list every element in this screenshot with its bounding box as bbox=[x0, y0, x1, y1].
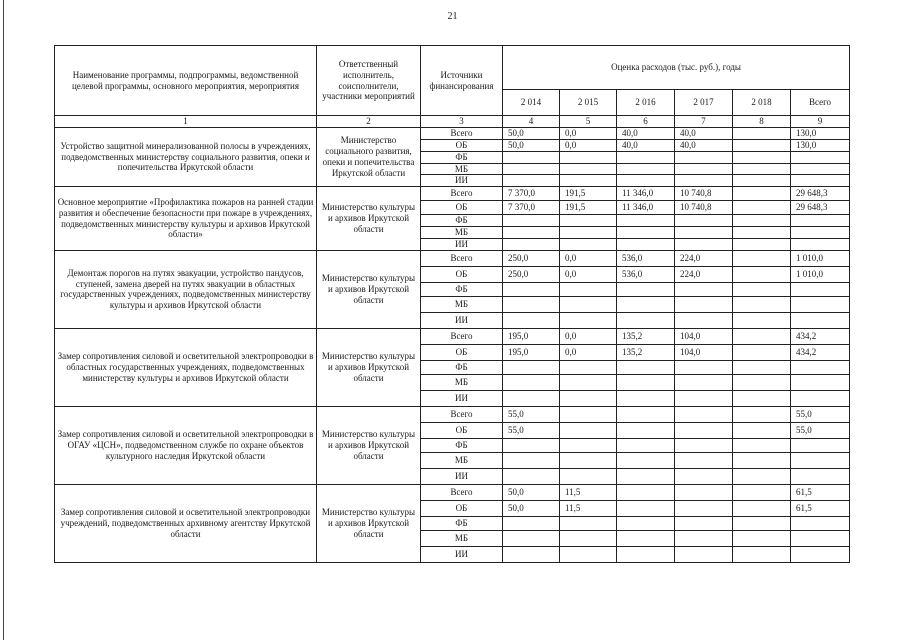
funding-source: ФБ bbox=[421, 438, 503, 452]
year-value bbox=[560, 175, 617, 187]
funding-source: ИИ bbox=[421, 175, 503, 187]
funding-source: Всего bbox=[421, 250, 503, 266]
year-value bbox=[733, 239, 791, 251]
year-value: 55,0 bbox=[503, 422, 560, 438]
year-value bbox=[733, 215, 791, 227]
total-value bbox=[791, 546, 850, 562]
funding-source: ОБ bbox=[421, 139, 503, 151]
funding-source: Всего bbox=[421, 328, 503, 344]
total-value bbox=[791, 215, 850, 227]
year-value bbox=[733, 406, 791, 422]
year-value bbox=[560, 282, 617, 296]
year-value bbox=[675, 530, 733, 546]
header-year: 2 016 bbox=[617, 90, 675, 116]
year-value bbox=[503, 390, 560, 406]
total-value: 130,0 bbox=[791, 127, 850, 139]
total-value bbox=[791, 438, 850, 452]
funding-source: ИИ bbox=[421, 390, 503, 406]
year-value bbox=[617, 422, 675, 438]
column-number: 1 bbox=[55, 116, 317, 128]
year-value bbox=[560, 239, 617, 251]
year-value bbox=[675, 516, 733, 530]
year-value bbox=[503, 546, 560, 562]
year-value bbox=[617, 406, 675, 422]
total-value bbox=[791, 360, 850, 374]
year-value bbox=[675, 546, 733, 562]
year-value bbox=[617, 516, 675, 530]
year-value bbox=[617, 546, 675, 562]
header-name: Наименование программы, подпрограммы, ведомственной целевой программы, основного мероприятия, мероприятия bbox=[55, 46, 317, 116]
year-value bbox=[733, 530, 791, 546]
year-value bbox=[675, 312, 733, 328]
funding-source: Всего bbox=[421, 127, 503, 139]
total-value bbox=[791, 151, 850, 163]
year-value bbox=[733, 422, 791, 438]
year-value: 195,0 bbox=[503, 344, 560, 360]
year-value: 104,0 bbox=[675, 328, 733, 344]
responsible-executor: Министерство культуры и архивов Иркутской области bbox=[317, 328, 421, 406]
year-value bbox=[560, 151, 617, 163]
year-value bbox=[617, 390, 675, 406]
year-value: 40,0 bbox=[617, 139, 675, 151]
year-value bbox=[560, 422, 617, 438]
year-value bbox=[503, 360, 560, 374]
funding-source: ФБ bbox=[421, 516, 503, 530]
total-value: 55,0 bbox=[791, 422, 850, 438]
year-value: 191,5 bbox=[560, 201, 617, 215]
year-value: 50,0 bbox=[503, 127, 560, 139]
year-value bbox=[560, 374, 617, 390]
year-value bbox=[560, 360, 617, 374]
year-value bbox=[675, 406, 733, 422]
year-value: 536,0 bbox=[617, 250, 675, 266]
year-value: 104,0 bbox=[675, 344, 733, 360]
year-value: 10 740,8 bbox=[675, 201, 733, 215]
year-value bbox=[560, 516, 617, 530]
total-value bbox=[791, 239, 850, 251]
year-value bbox=[503, 468, 560, 484]
total-value bbox=[791, 390, 850, 406]
year-value bbox=[503, 215, 560, 227]
year-value bbox=[503, 452, 560, 468]
year-value bbox=[675, 360, 733, 374]
year-value bbox=[675, 215, 733, 227]
year-value bbox=[733, 328, 791, 344]
total-value: 1 010,0 bbox=[791, 266, 850, 282]
year-value bbox=[617, 282, 675, 296]
total-value: 1 010,0 bbox=[791, 250, 850, 266]
funding-source: ФБ bbox=[421, 282, 503, 296]
funding-source: МБ bbox=[421, 163, 503, 175]
year-value: 195,0 bbox=[503, 328, 560, 344]
total-value bbox=[791, 296, 850, 312]
year-value bbox=[675, 484, 733, 500]
responsible-executor: Министерство культуры и архивов Иркутской области bbox=[317, 187, 421, 251]
year-value bbox=[617, 215, 675, 227]
table-row bbox=[55, 127, 850, 139]
year-value bbox=[560, 163, 617, 175]
year-value bbox=[733, 227, 791, 239]
column-number: 8 bbox=[733, 116, 791, 128]
year-value bbox=[733, 266, 791, 282]
funding-source: МБ bbox=[421, 374, 503, 390]
funding-source: ИИ bbox=[421, 468, 503, 484]
year-value bbox=[617, 175, 675, 187]
year-value: 11 346,0 bbox=[617, 201, 675, 215]
year-value bbox=[617, 452, 675, 468]
funding-source: ИИ bbox=[421, 312, 503, 328]
year-value: 40,0 bbox=[675, 127, 733, 139]
year-value bbox=[617, 227, 675, 239]
year-value: 0,0 bbox=[560, 127, 617, 139]
budget-table bbox=[54, 45, 850, 563]
year-value bbox=[733, 516, 791, 530]
total-value: 55,0 bbox=[791, 406, 850, 422]
year-value bbox=[675, 468, 733, 484]
year-value bbox=[675, 374, 733, 390]
year-value: 50,0 bbox=[503, 484, 560, 500]
year-value: 135,2 bbox=[617, 344, 675, 360]
measure-name: Замер сопротивления силовой и осветительной электропроводки в ОГАУ «ЦСН», подведомственном службе по охране объектов культурного наследия Иркутской области bbox=[55, 406, 317, 484]
header-year: 2 017 bbox=[675, 90, 733, 116]
table-row bbox=[55, 250, 850, 266]
year-value: 50,0 bbox=[503, 500, 560, 516]
year-value: 40,0 bbox=[675, 139, 733, 151]
total-value bbox=[791, 175, 850, 187]
year-value bbox=[503, 151, 560, 163]
year-value bbox=[733, 312, 791, 328]
year-value bbox=[617, 530, 675, 546]
year-value bbox=[560, 296, 617, 312]
funding-source: ОБ bbox=[421, 422, 503, 438]
year-value bbox=[617, 438, 675, 452]
total-value bbox=[791, 312, 850, 328]
year-value: 0,0 bbox=[560, 250, 617, 266]
total-value: 29 648,3 bbox=[791, 187, 850, 201]
year-value: 11,5 bbox=[560, 484, 617, 500]
year-value bbox=[733, 282, 791, 296]
header-row-top bbox=[55, 46, 850, 90]
table-row bbox=[55, 328, 850, 344]
funding-source: Всего bbox=[421, 406, 503, 422]
total-value bbox=[791, 530, 850, 546]
total-value: 29 648,3 bbox=[791, 201, 850, 215]
measure-name: Основное мероприятие «Профилактика пожаров на ранней стадии развития и обеспечение безопасности при пожаре в учреждениях, подведомственных министерству культуры и архивов Иркутской области» bbox=[55, 187, 317, 251]
responsible-executor: Министерство культуры и архивов Иркутской области bbox=[317, 406, 421, 484]
total-value: 61,5 bbox=[791, 484, 850, 500]
year-value bbox=[675, 390, 733, 406]
year-value bbox=[503, 163, 560, 175]
year-value: 250,0 bbox=[503, 250, 560, 266]
year-value: 250,0 bbox=[503, 266, 560, 282]
year-value: 536,0 bbox=[617, 266, 675, 282]
year-value bbox=[733, 500, 791, 516]
header-responsible: Ответственный исполнитель, соисполнители, участники мероприятий bbox=[317, 46, 421, 116]
responsible-executor: Министерство культуры и архивов Иркутской области bbox=[317, 484, 421, 562]
year-value bbox=[675, 422, 733, 438]
year-value bbox=[617, 500, 675, 516]
column-number: 6 bbox=[617, 116, 675, 128]
total-value: 434,2 bbox=[791, 328, 850, 344]
year-value bbox=[617, 360, 675, 374]
funding-source: Всего bbox=[421, 187, 503, 201]
year-value bbox=[617, 163, 675, 175]
column-number: 3 bbox=[421, 116, 503, 128]
year-value bbox=[733, 452, 791, 468]
total-value bbox=[791, 516, 850, 530]
year-value bbox=[675, 438, 733, 452]
year-value: 11 346,0 bbox=[617, 187, 675, 201]
funding-source: ОБ bbox=[421, 201, 503, 215]
total-value bbox=[791, 452, 850, 468]
header-sources: Источники финансирования bbox=[421, 46, 503, 116]
year-value bbox=[733, 360, 791, 374]
year-value bbox=[560, 312, 617, 328]
year-value bbox=[503, 312, 560, 328]
page-edge-line bbox=[3, 0, 4, 640]
year-value bbox=[560, 406, 617, 422]
funding-source: МБ bbox=[421, 452, 503, 468]
funding-source: ИИ bbox=[421, 239, 503, 251]
year-value bbox=[560, 390, 617, 406]
year-value bbox=[675, 151, 733, 163]
funding-source: МБ bbox=[421, 296, 503, 312]
header-estimate: Оценка расходов (тыс. руб.), годы bbox=[503, 46, 850, 90]
column-number: 7 bbox=[675, 116, 733, 128]
funding-source: ИИ bbox=[421, 546, 503, 562]
year-value bbox=[733, 468, 791, 484]
year-value bbox=[733, 151, 791, 163]
year-value bbox=[503, 296, 560, 312]
measure-name: Замер сопротивления силовой и осветительной электропроводки в областных государственных учреждениях, подведомственных министерству культуры и архивов Иркутской области bbox=[55, 328, 317, 406]
year-value bbox=[617, 312, 675, 328]
header-year: 2 018 bbox=[733, 90, 791, 116]
year-value bbox=[733, 187, 791, 201]
table-row bbox=[55, 187, 850, 201]
year-value bbox=[733, 546, 791, 562]
year-value bbox=[675, 296, 733, 312]
year-value bbox=[675, 239, 733, 251]
year-value: 7 370,0 bbox=[503, 201, 560, 215]
year-value bbox=[733, 250, 791, 266]
year-value bbox=[675, 500, 733, 516]
header-year: 2 015 bbox=[560, 90, 617, 116]
year-value bbox=[503, 530, 560, 546]
year-value bbox=[617, 296, 675, 312]
year-value bbox=[560, 452, 617, 468]
column-number: 9 bbox=[791, 116, 850, 128]
year-value bbox=[675, 282, 733, 296]
funding-source: ОБ bbox=[421, 266, 503, 282]
year-value bbox=[560, 438, 617, 452]
year-value bbox=[560, 227, 617, 239]
year-value bbox=[675, 227, 733, 239]
year-value: 55,0 bbox=[503, 406, 560, 422]
responsible-executor: Министерство социального развития, опеки и попечительства Иркутской области bbox=[317, 127, 421, 186]
year-value: 0,0 bbox=[560, 266, 617, 282]
year-value bbox=[503, 516, 560, 530]
total-value: 61,5 bbox=[791, 500, 850, 516]
year-value bbox=[733, 484, 791, 500]
measure-name: Замер сопротивления силовой и осветительной электропроводки учреждений, подведомственных архивному агентству Иркутской области bbox=[55, 484, 317, 562]
funding-source: ФБ bbox=[421, 360, 503, 374]
total-value bbox=[791, 374, 850, 390]
year-value: 7 370,0 bbox=[503, 187, 560, 201]
year-value bbox=[733, 438, 791, 452]
table-body bbox=[55, 127, 850, 562]
year-value bbox=[503, 374, 560, 390]
year-value: 11,5 bbox=[560, 500, 617, 516]
total-value: 130,0 bbox=[791, 139, 850, 151]
year-value: 191,5 bbox=[560, 187, 617, 201]
column-number-row bbox=[55, 116, 850, 128]
responsible-executor: Министерство культуры и архивов Иркутской области bbox=[317, 250, 421, 328]
year-value bbox=[617, 468, 675, 484]
year-value: 135,2 bbox=[617, 328, 675, 344]
total-value bbox=[791, 163, 850, 175]
year-value bbox=[617, 374, 675, 390]
year-value bbox=[733, 163, 791, 175]
measure-name: Демонтаж порогов на путях эвакуации, устройство пандусов, ступеней, замена дверей на путях эвакуации в областных государственных учреждениях, подведомственных министерству культуры и архивов Иркутской области bbox=[55, 250, 317, 328]
year-value bbox=[733, 139, 791, 151]
year-value bbox=[675, 175, 733, 187]
year-value bbox=[560, 215, 617, 227]
column-number: 5 bbox=[560, 116, 617, 128]
year-value: 40,0 bbox=[617, 127, 675, 139]
funding-source: ОБ bbox=[421, 500, 503, 516]
table-row bbox=[55, 484, 850, 500]
year-value: 0,0 bbox=[560, 328, 617, 344]
total-value bbox=[791, 468, 850, 484]
year-value: 224,0 bbox=[675, 250, 733, 266]
year-value bbox=[617, 239, 675, 251]
measure-name: Устройство защитной минерализованной полосы в учреждениях, подведомственных министерству социального развития, опеки и попечительства Иркутской области bbox=[55, 127, 317, 186]
year-value bbox=[503, 282, 560, 296]
year-value bbox=[733, 127, 791, 139]
year-value bbox=[617, 151, 675, 163]
header-year: 2 014 bbox=[503, 90, 560, 116]
year-value bbox=[733, 296, 791, 312]
total-value bbox=[791, 282, 850, 296]
year-value bbox=[733, 201, 791, 215]
year-value bbox=[560, 530, 617, 546]
year-value bbox=[675, 452, 733, 468]
year-value bbox=[675, 163, 733, 175]
year-value: 0,0 bbox=[560, 139, 617, 151]
year-value bbox=[733, 175, 791, 187]
year-value bbox=[617, 484, 675, 500]
column-number: 4 bbox=[503, 116, 560, 128]
year-value: 0,0 bbox=[560, 344, 617, 360]
table-row bbox=[55, 406, 850, 422]
year-value bbox=[733, 390, 791, 406]
total-value: 434,2 bbox=[791, 344, 850, 360]
year-value bbox=[560, 468, 617, 484]
year-value bbox=[503, 438, 560, 452]
year-value bbox=[503, 227, 560, 239]
funding-source: ФБ bbox=[421, 215, 503, 227]
year-value bbox=[733, 344, 791, 360]
funding-source: ФБ bbox=[421, 151, 503, 163]
funding-source: ОБ bbox=[421, 344, 503, 360]
column-number: 2 bbox=[317, 116, 421, 128]
year-value: 224,0 bbox=[675, 266, 733, 282]
year-value bbox=[503, 239, 560, 251]
year-value bbox=[560, 546, 617, 562]
total-value bbox=[791, 227, 850, 239]
year-value: 10 740,8 bbox=[675, 187, 733, 201]
funding-source: МБ bbox=[421, 530, 503, 546]
page-number: 21 bbox=[447, 11, 458, 22]
year-value bbox=[733, 374, 791, 390]
funding-source: МБ bbox=[421, 227, 503, 239]
header-total: Всего bbox=[791, 90, 850, 116]
funding-source: Всего bbox=[421, 484, 503, 500]
year-value: 50,0 bbox=[503, 139, 560, 151]
year-value bbox=[503, 175, 560, 187]
